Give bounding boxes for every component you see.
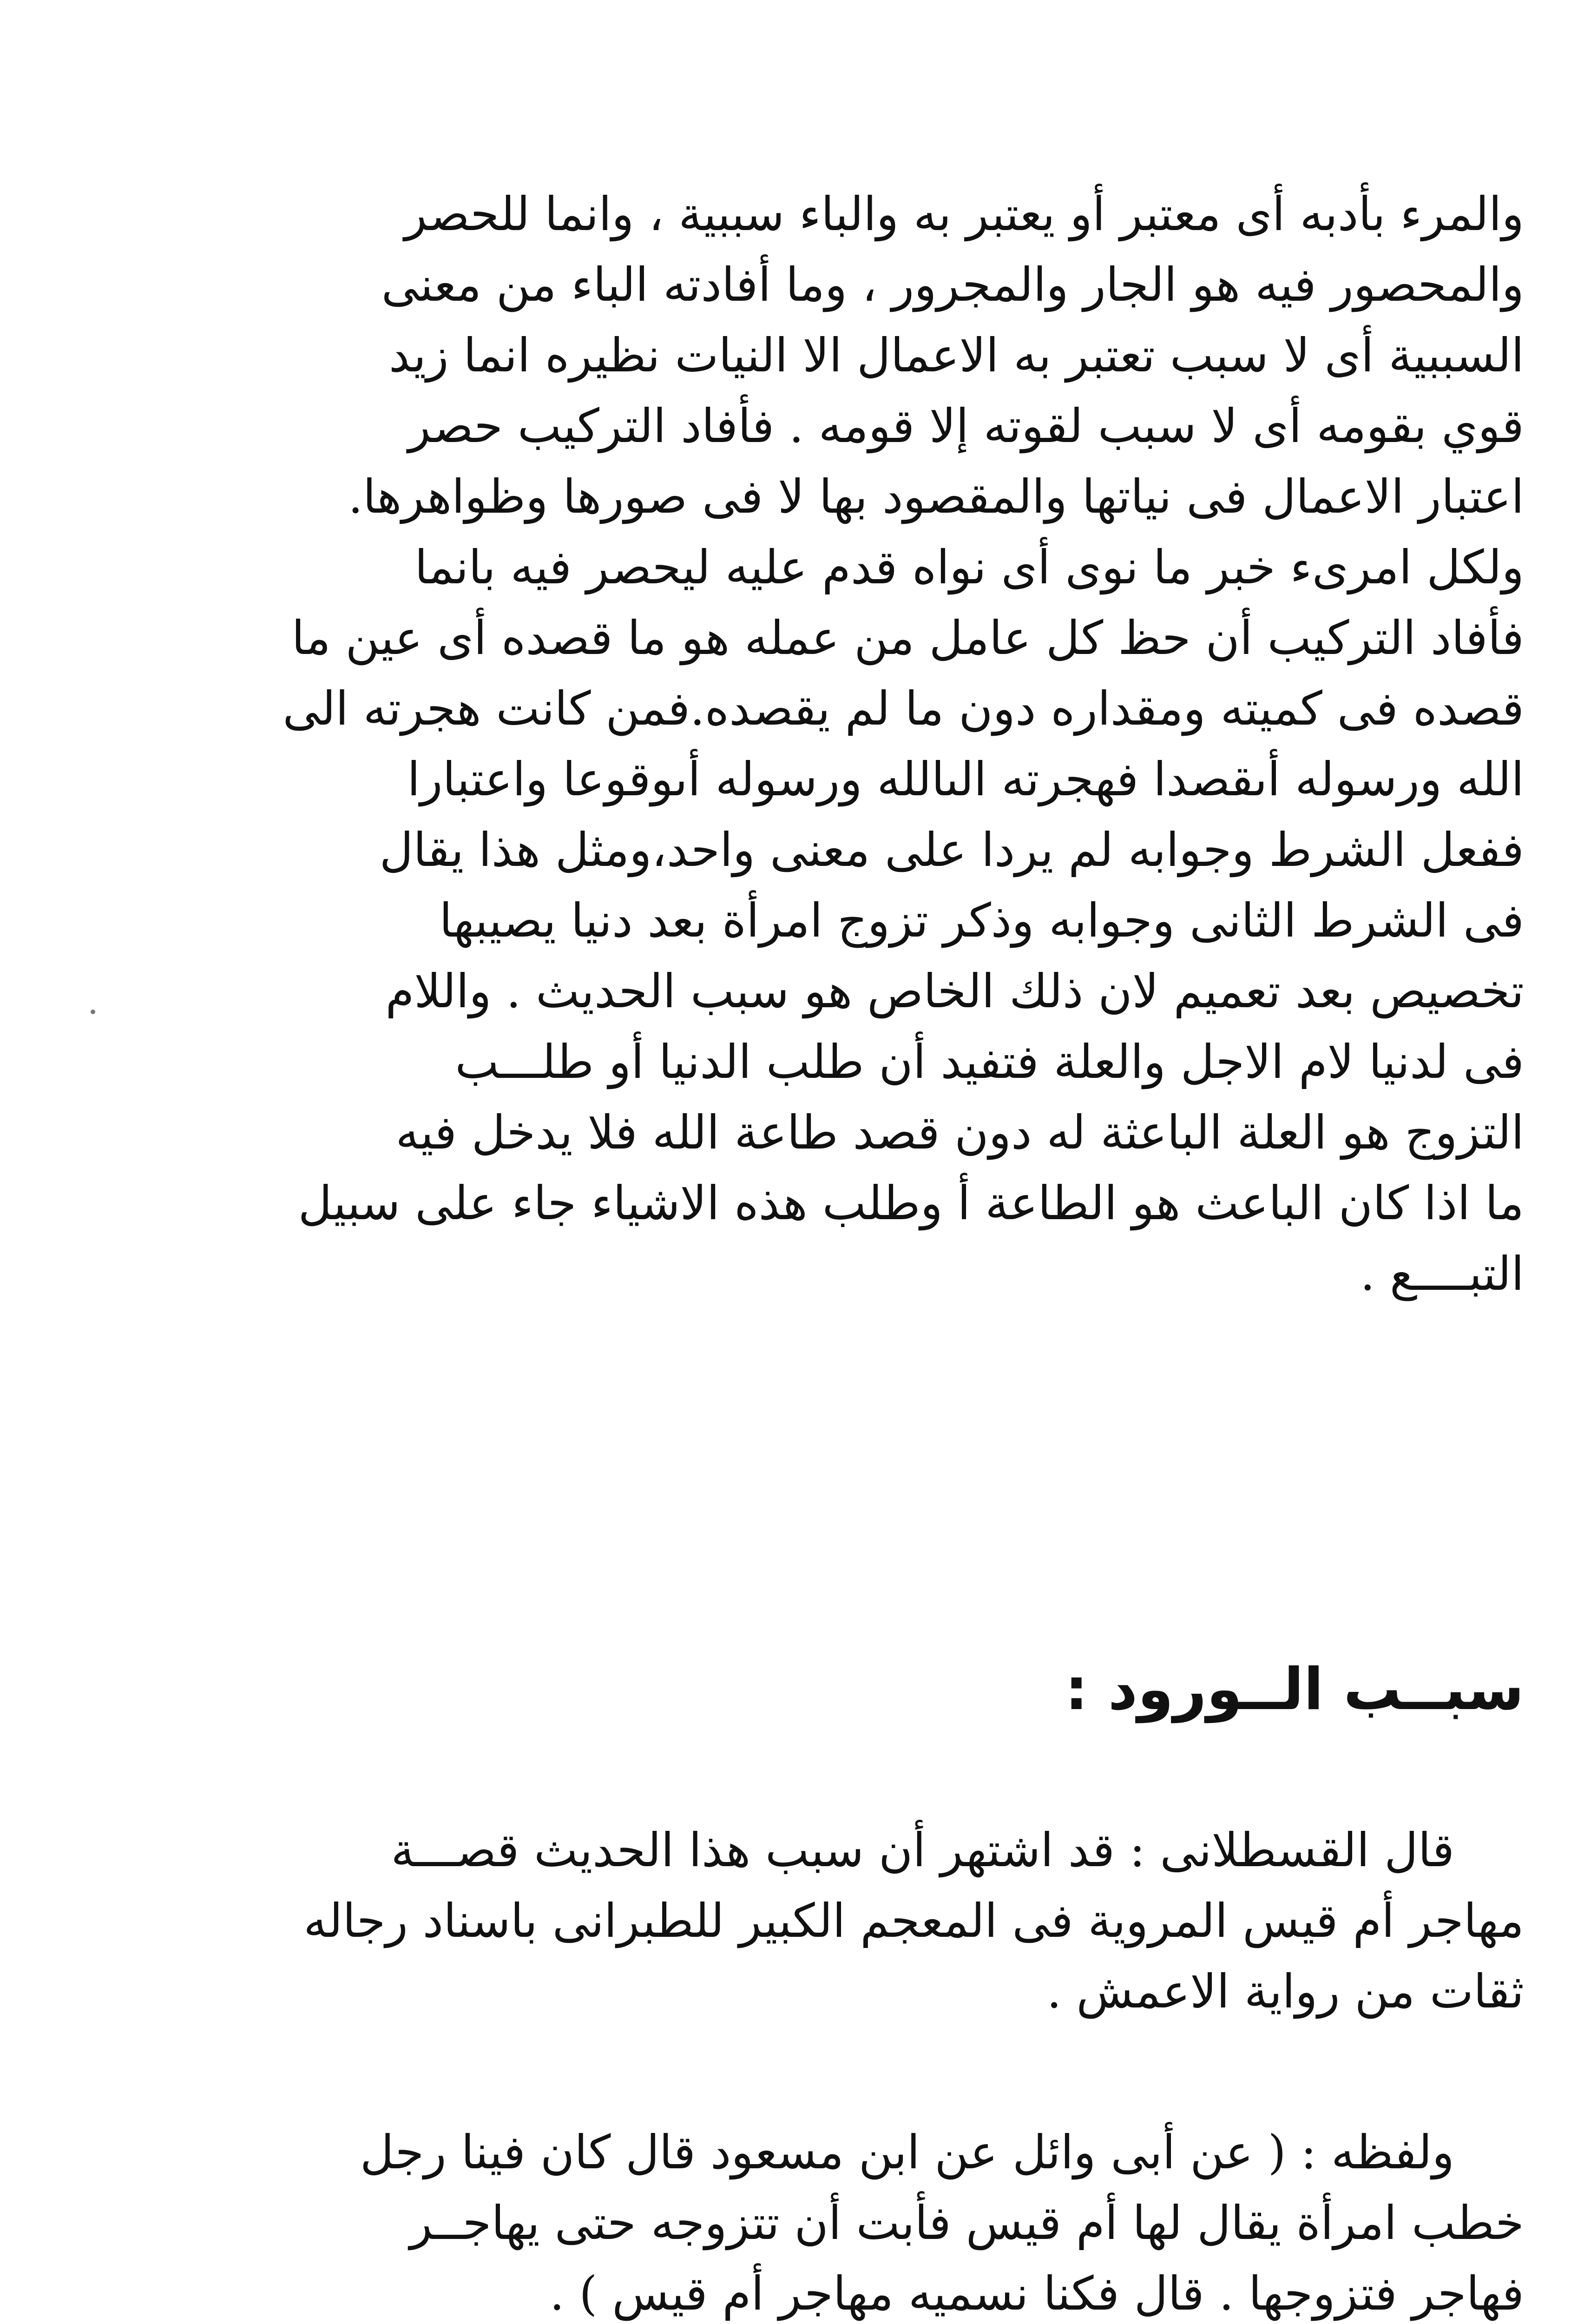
text-line: فى الشرط الثانى وجوابه وذكر تزوج امرأة بعد دنيا يصيبها (439, 893, 1524, 948)
text-line: ما اذا كان الباعث هو الطاعة أ وطلب هذه الاشياء جاء على سبيل (298, 1176, 1524, 1230)
text-line: قوي بقومه أى لا سبب لقوته إلا قومه . فأفاد التركيب حصر (408, 399, 1524, 453)
paragraph-commentary (232, 179, 1524, 1309)
text-line: اعتبار الاعمال فى نياتها والمقصود بها لا فى صورها وظواهرها. (348, 469, 1524, 524)
text-line: والمحصور فيه هو الجار والمجرور ، وما أفادته الباء من معنى (381, 257, 1524, 312)
text-line: فأفاد التركيب أن حظ كل عامل من عمله هو ما قصده أى عين ما (291, 611, 1524, 665)
section-heading: سبــب الــورود : (1065, 1656, 1524, 1723)
text-line: مهاجر أم قيس المروية فى المعجم الكبير للطبرانى باسناد رجاله (303, 1894, 1524, 1948)
text-line: قصده فى كميته ومقداره دون ما لم يقصده.فمن كانت هجرته الى (283, 681, 1524, 736)
text-line: الله ورسوله أىقصدا فهجرته الىالله ورسوله أىوقوعا واعتبارا (407, 752, 1524, 806)
text-line: تخصيص بعد تعميم لان ذلك الخاص هو سبب الحديث . واللام (385, 964, 1524, 1018)
paragraph-hadith-wording (232, 2117, 1524, 2324)
text-line: التبــــع . (1360, 1247, 1524, 1301)
text-line: والمرء بأدبه أى معتبر أو يعتبر به والباء سببية ، وانما للحصر (404, 187, 1524, 241)
text-line: السببية أى لا سبب تعتبر به الاعمال الا النيات نظيره انما زيد (388, 328, 1524, 383)
text-line: قال القسطلانى : قد اشتهر أن سبب هذا الحديث قصـــة (391, 1823, 1454, 1877)
text-line: ثقات من رواية الاعمش . (1046, 1964, 1524, 2019)
text-line: ولكل امرىء خبر ما نوى أى نواه قدم عليه ليحصر فيه بانما (414, 540, 1524, 594)
paragraph-qastallani (232, 1815, 1524, 2027)
scan-speck (91, 1010, 95, 1014)
text-line: فى لدنيا لام الاجل والعلة فتفيد أن طلب الدنيا أو طلـــب (455, 1035, 1524, 1089)
text-line: فهاجر فتزوجها . قال فكنا نسميه مهاجر أم قيس ) . (549, 2266, 1524, 2321)
text-line: التزوج هو العلة الباعثة له دون قصد طاعة الله فلا يدخل فيه (395, 1105, 1524, 1160)
text-line: ففعل الشرط وجوابه لم يردا على معنى واحد،ومثل هذا يقال (379, 823, 1524, 877)
text-line: ولفظه : ( عن أبى وائل عن ابن مسعود قال كان فينا رجل (360, 2125, 1454, 2179)
text-line: خطب امرأة يقال لها أم قيس فأبت أن تتزوجه حتى يهاجــر (409, 2196, 1524, 2250)
